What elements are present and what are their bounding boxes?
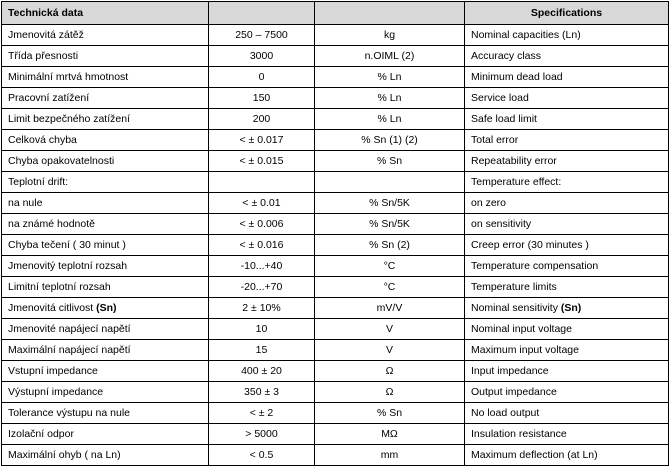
cell-value: 10	[209, 319, 315, 340]
table-body	[2, 2, 669, 466]
cell-english-label: Temperature compensation	[465, 256, 669, 277]
cell-unit: kg	[315, 25, 465, 46]
cell-english-label: Temperature limits	[465, 277, 669, 298]
cell-english-label: Maximum input voltage	[465, 340, 669, 361]
cell-unit: mV/V	[315, 298, 465, 319]
table-row	[2, 319, 669, 340]
cell-czech-label: Limitní teplotní rozsah	[2, 277, 209, 298]
cell-czech-label: Maximální ohyb ( na Ln)	[2, 445, 209, 466]
cell-value: 2 ± 10%	[209, 298, 315, 319]
table-row	[2, 25, 669, 46]
cell-unit: Ω	[315, 382, 465, 403]
cell-unit: % Sn (1) (2)	[315, 130, 465, 151]
cell-value: 200	[209, 109, 315, 130]
table-row	[2, 46, 669, 67]
cell-value: 15	[209, 340, 315, 361]
cell-english-label: No load output	[465, 403, 669, 424]
cell-czech-label: Jmenovitý teplotní rozsah	[2, 256, 209, 277]
cell-czech-label: Chyba opakovatelnosti	[2, 151, 209, 172]
cell-unit: V	[315, 319, 465, 340]
table-row	[2, 109, 669, 130]
cell-unit: % Sn (2)	[315, 235, 465, 256]
table-row	[2, 340, 669, 361]
table-row	[2, 67, 669, 88]
cell-czech-label: Třída přesnosti	[2, 46, 209, 67]
table-row	[2, 424, 669, 445]
cell-value	[209, 172, 315, 193]
cell-english-label: Total error	[465, 130, 669, 151]
cell-value: 350 ± 3	[209, 382, 315, 403]
cell-value: 3000	[209, 46, 315, 67]
table-row	[2, 214, 669, 235]
cell-czech-label: Tolerance výstupu na nule	[2, 403, 209, 424]
cell-czech-label: Minimální mrtvá hmotnost	[2, 67, 209, 88]
cell-unit: % Ln	[315, 67, 465, 88]
cell-value: 150	[209, 88, 315, 109]
cell-english-label: Maximum deflection (at Ln)	[465, 445, 669, 466]
cell-value: 400 ± 20	[209, 361, 315, 382]
cell-czech-label: Teplotní drift:	[2, 172, 209, 193]
table-row	[2, 256, 669, 277]
cell-value: < ± 0.016	[209, 235, 315, 256]
cell-english-label: Nominal input voltage	[465, 319, 669, 340]
cell-czech-label: Jmenovitá zátěž	[2, 25, 209, 46]
cell-english-label: Temperature effect:	[465, 172, 669, 193]
cell-value: < ± 0.006	[209, 214, 315, 235]
cell-czech-label: Maximální napájecí napětí	[2, 340, 209, 361]
cell-english-label: Input impedance	[465, 361, 669, 382]
cell-czech-label: Limit bezpečného zatížení	[2, 109, 209, 130]
table-row	[2, 298, 669, 319]
cell-english-label: Insulation resistance	[465, 424, 669, 445]
cell-english-label: Minimum dead load	[465, 67, 669, 88]
table-row	[2, 172, 669, 193]
table-row	[2, 403, 669, 424]
cell-english-label: Service load	[465, 88, 669, 109]
cell-value: < ± 0.015	[209, 151, 315, 172]
cell-value: < ± 2	[209, 403, 315, 424]
cell-czech-label: Izolační odpor	[2, 424, 209, 445]
cell-unit: MΩ	[315, 424, 465, 445]
cell-czech-label: Vstupní impedance	[2, 361, 209, 382]
table-header-row	[2, 2, 669, 25]
cell-czech-label: na známé hodnotě	[2, 214, 209, 235]
table-row	[2, 361, 669, 382]
cell-czech-label: Celková chyba	[2, 130, 209, 151]
table-row	[2, 151, 669, 172]
cell-english-label: Creep error (30 minutes )	[465, 235, 669, 256]
emphasis-text: (Sn)	[560, 302, 582, 314]
header-cell-czech: Technická data	[2, 2, 209, 25]
cell-english-label: Output impedance	[465, 382, 669, 403]
cell-czech-label: Chyba tečení ( 30 minut )	[2, 235, 209, 256]
cell-value: > 5000	[209, 424, 315, 445]
cell-english-label: Nominal sensitivity (Sn)	[465, 298, 669, 319]
cell-unit: % Sn	[315, 151, 465, 172]
cell-czech-label: Jmenovitá citlivost (Sn)	[2, 298, 209, 319]
cell-czech-label: Výstupní impedance	[2, 382, 209, 403]
table-row	[2, 193, 669, 214]
table-row	[2, 235, 669, 256]
cell-english-label: Accuracy class	[465, 46, 669, 67]
cell-unit: n.OIML (2)	[315, 46, 465, 67]
cell-unit: % Sn/5K	[315, 193, 465, 214]
cell-czech-label: na nule	[2, 193, 209, 214]
cell-unit: Ω	[315, 361, 465, 382]
table-row	[2, 130, 669, 151]
cell-value: 250 – 7500	[209, 25, 315, 46]
cell-english-label: Nominal capacities (Ln)	[465, 25, 669, 46]
cell-unit: mm	[315, 445, 465, 466]
cell-czech-label: Jmenovité napájecí napětí	[2, 319, 209, 340]
cell-unit: % Ln	[315, 88, 465, 109]
cell-english-label: Safe load limit	[465, 109, 669, 130]
header-cell-value	[209, 2, 315, 25]
cell-unit: % Ln	[315, 109, 465, 130]
cell-unit: V	[315, 340, 465, 361]
cell-unit: °C	[315, 277, 465, 298]
cell-czech-label: Pracovní zatížení	[2, 88, 209, 109]
cell-unit	[315, 172, 465, 193]
cell-value: < ± 0.01	[209, 193, 315, 214]
table-row	[2, 88, 669, 109]
table-row	[2, 277, 669, 298]
cell-unit: % Sn/5K	[315, 214, 465, 235]
emphasis-text: (Sn)	[96, 302, 117, 314]
header-cell-english: Specifications	[465, 2, 669, 25]
cell-unit: °C	[315, 256, 465, 277]
cell-value: -20...+70	[209, 277, 315, 298]
cell-english-label: on zero	[465, 193, 669, 214]
table-row	[2, 445, 669, 466]
cell-english-label: Repeatability error	[465, 151, 669, 172]
table-row	[2, 382, 669, 403]
cell-value: 0	[209, 67, 315, 88]
technical-data-table	[1, 1, 669, 466]
cell-unit: % Sn	[315, 403, 465, 424]
cell-value: < 0.5	[209, 445, 315, 466]
cell-value: < ± 0.017	[209, 130, 315, 151]
header-cell-unit	[315, 2, 465, 25]
cell-english-label: on sensitivity	[465, 214, 669, 235]
cell-value: -10...+40	[209, 256, 315, 277]
